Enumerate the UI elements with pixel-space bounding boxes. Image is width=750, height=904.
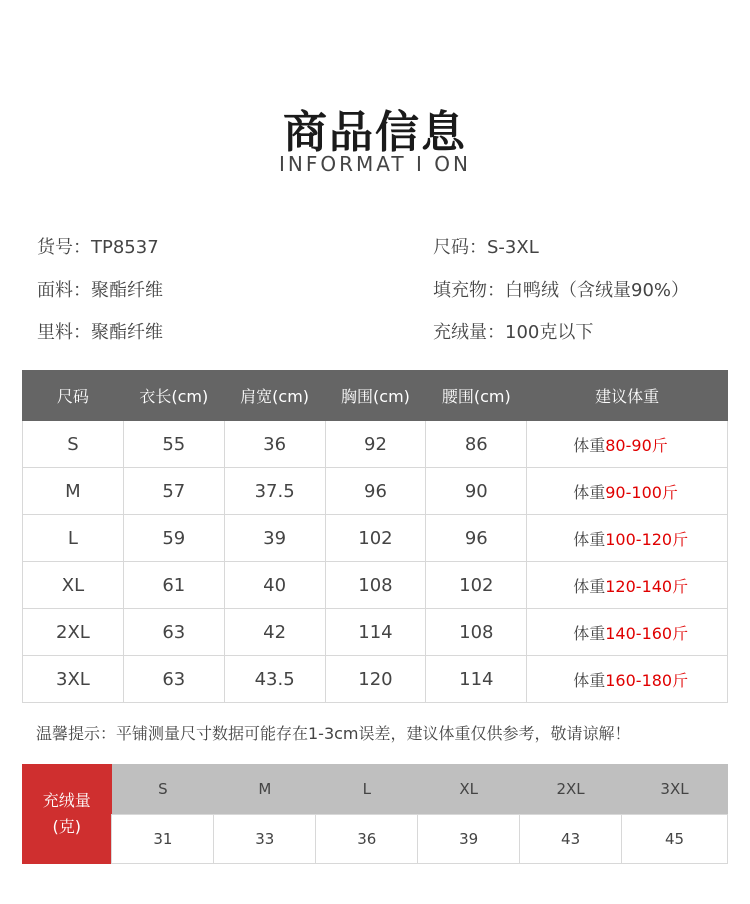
cell-shoulder: 36 xyxy=(224,421,325,468)
measurement-tip: 温馨提示：平铺测量尺寸数据可能存在1-3cm误差，建议体重仅供参考，敬请谅解！ xyxy=(36,724,631,743)
cell-length: 63 xyxy=(123,609,224,656)
info-item-number: 货号：TP8537 xyxy=(37,237,159,258)
down-size-cell: M xyxy=(214,764,316,815)
cell-chest: 114 xyxy=(325,609,426,656)
header-length: 衣长(cm) xyxy=(123,371,224,421)
cell-waist: 108 xyxy=(426,609,527,656)
cell-chest: 92 xyxy=(325,421,426,468)
down-value-cell: 31 xyxy=(112,815,214,864)
info-filling: 填充物：白鸭绒（含绒量90%） xyxy=(433,280,690,301)
cell-length: 57 xyxy=(123,468,224,515)
header-weight: 建议体重 xyxy=(527,371,728,421)
cell-weight xyxy=(527,609,728,656)
weight-range: 160-180斤 xyxy=(605,670,689,690)
cell-size: XL xyxy=(23,562,124,609)
weight-range: 120-140斤 xyxy=(605,576,689,596)
table-row xyxy=(23,468,728,515)
cell-shoulder: 43.5 xyxy=(224,656,325,703)
cell-chest: 96 xyxy=(325,468,426,515)
weight-range: 140-160斤 xyxy=(605,623,689,643)
table-row xyxy=(23,421,728,468)
weight-range: 80-90斤 xyxy=(605,435,668,455)
weight-prefix: 体重 xyxy=(573,576,606,596)
cell-size: 3XL xyxy=(23,656,124,703)
cell-chest: 102 xyxy=(325,515,426,562)
down-value-cell: 39 xyxy=(418,815,520,864)
down-size-cell: XL xyxy=(418,764,520,815)
cell-weight xyxy=(527,468,728,515)
table-row xyxy=(23,515,728,562)
down-value-cell: 43 xyxy=(520,815,622,864)
header-size: 尺码 xyxy=(23,371,124,421)
down-size-cell: L xyxy=(316,764,418,815)
cell-length: 55 xyxy=(123,421,224,468)
cell-weight xyxy=(527,562,728,609)
header-waist: 腰围(cm) xyxy=(426,371,527,421)
weight-prefix: 体重 xyxy=(573,435,606,455)
table-row xyxy=(23,562,728,609)
cell-size: S xyxy=(23,421,124,468)
cell-size: L xyxy=(23,515,124,562)
down-fill-label-line2: (克) xyxy=(52,816,81,836)
down-size-row xyxy=(22,764,728,815)
down-fill-label xyxy=(22,764,112,864)
size-table xyxy=(22,370,728,703)
header-chest: 胸围(cm) xyxy=(325,371,426,421)
cell-shoulder: 39 xyxy=(224,515,325,562)
cell-waist: 114 xyxy=(426,656,527,703)
page-subtitle: INFORMAT I ON xyxy=(279,152,471,176)
down-size-cell: 3XL xyxy=(622,764,728,815)
info-fill-amount: 充绒量：100克以下 xyxy=(433,322,594,343)
size-table-header-row xyxy=(23,371,728,421)
table-row xyxy=(23,656,728,703)
cell-weight xyxy=(527,515,728,562)
cell-waist: 96 xyxy=(426,515,527,562)
info-fabric: 面料：聚酯纤维 xyxy=(37,280,163,301)
cell-shoulder: 37.5 xyxy=(224,468,325,515)
cell-length: 61 xyxy=(123,562,224,609)
down-fill-table xyxy=(22,764,728,864)
weight-prefix: 体重 xyxy=(573,623,606,643)
table-row xyxy=(23,609,728,656)
page-title: 商品信息 xyxy=(283,107,467,158)
down-value-cell: 33 xyxy=(214,815,316,864)
cell-waist: 102 xyxy=(426,562,527,609)
info-size-range: 尺码：S-3XL xyxy=(433,237,539,258)
cell-length: 59 xyxy=(123,515,224,562)
down-value-cell: 36 xyxy=(316,815,418,864)
cell-waist: 86 xyxy=(426,421,527,468)
cell-weight xyxy=(527,421,728,468)
down-value-row xyxy=(22,815,728,864)
weight-prefix: 体重 xyxy=(573,670,606,690)
cell-size: 2XL xyxy=(23,609,124,656)
cell-shoulder: 40 xyxy=(224,562,325,609)
weight-range: 90-100斤 xyxy=(605,482,678,502)
weight-prefix: 体重 xyxy=(573,482,606,502)
cell-chest: 120 xyxy=(325,656,426,703)
cell-size: M xyxy=(23,468,124,515)
weight-range: 100-120斤 xyxy=(605,529,689,549)
header-shoulder: 肩宽(cm) xyxy=(224,371,325,421)
cell-length: 63 xyxy=(123,656,224,703)
down-fill-label-line1: 充绒量 xyxy=(42,791,91,811)
cell-weight xyxy=(527,656,728,703)
down-size-cell: 2XL xyxy=(520,764,622,815)
down-value-cell: 45 xyxy=(622,815,728,864)
cell-chest: 108 xyxy=(325,562,426,609)
weight-prefix: 体重 xyxy=(573,529,606,549)
cell-waist: 90 xyxy=(426,468,527,515)
down-size-cell: S xyxy=(112,764,214,815)
cell-shoulder: 42 xyxy=(224,609,325,656)
info-lining: 里料：聚酯纤维 xyxy=(37,322,163,343)
